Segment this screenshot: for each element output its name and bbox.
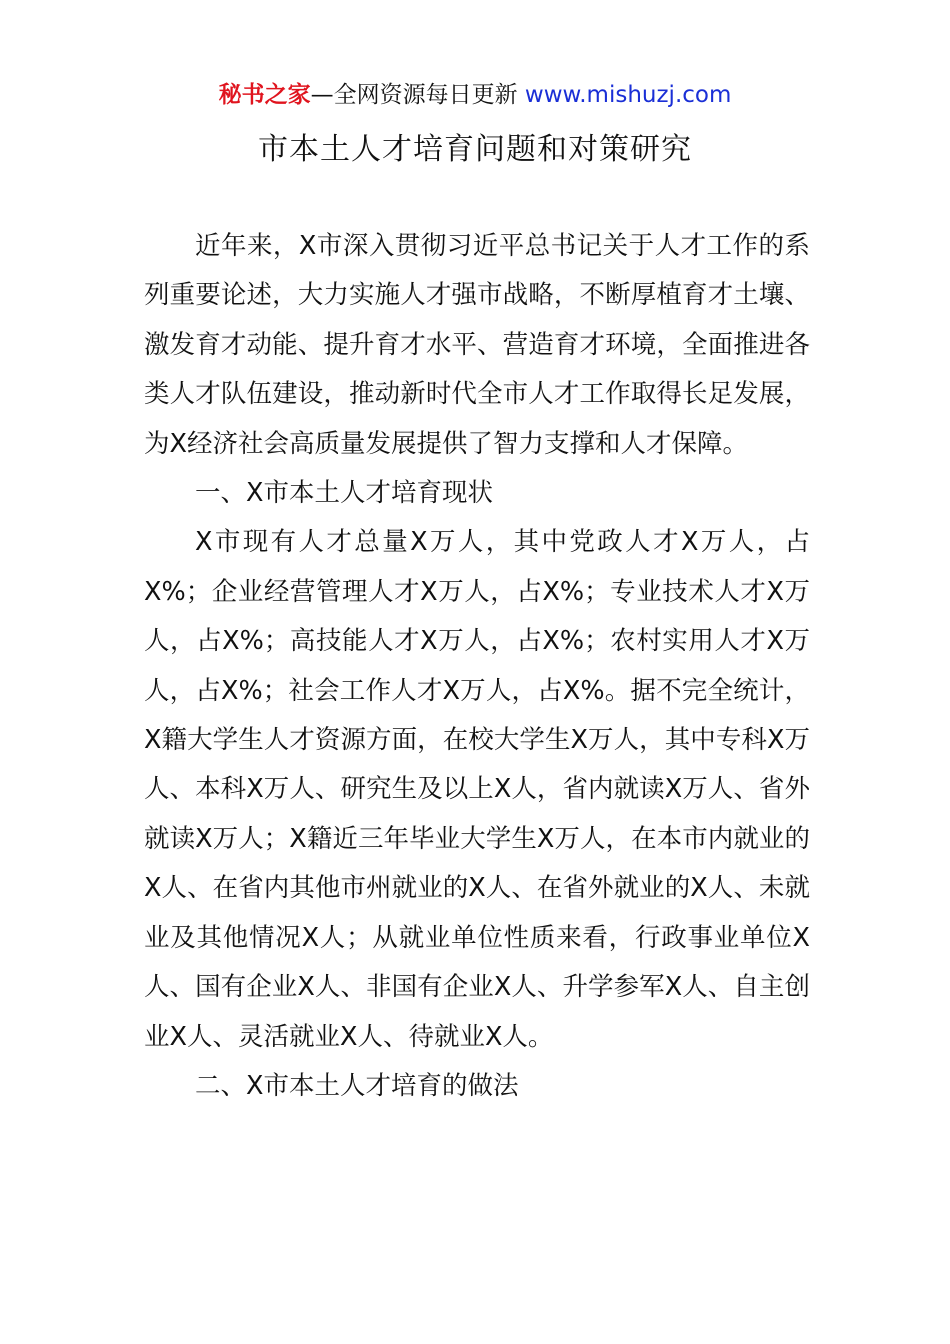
document-title: 市本土人才培育问题和对策研究 (258, 132, 692, 167)
section-heading-2: 二、X市本土人才培育的做法 (195, 1070, 519, 1101)
header-tagline: —全网资源每日更新 (310, 82, 525, 108)
site-header (0, 78, 950, 112)
section-heading-1: 一、X市本土人才培育现状 (195, 478, 493, 509)
site-url-link[interactable]: www.mishuzj.com (524, 82, 732, 108)
intro-paragraph: 近年来，X市深入贯彻习近平总书记关于人才工作的系列重要论述，大力实施人才强市战略，不断厚植育才土壤、激发育才动能、提升育才水平、营造育才环境，全面推进各类人才队伍建设，推动新时代全市人才工作取得长足发展，为X经济社会高质量发展提供了智力支撑和人才保障。 (144, 231, 810, 459)
brand-name: 秘书之家 (218, 82, 311, 108)
status-paragraph: X市现有人才总量X万人，其中党政人才X万人，占X%；企业经营管理人才X万人，占X%；专业技术人才X万人，占X%；高技能人才X万人，占X%；农村实用人才X万人，占X%；社会工作人才X万人，占X%。据不完全统计，X籍大学生人才资源方面，在校大学生X万人，其中专科X万人、本科X万人、研究生及以上X人，省内就读X万人、省外就读X万人；X籍近三年毕业大学生X万人，在本市内就业的X人、在省内其他市州就业的X人、在省外就业的X人、未就业及其他情况X人；从就业单位性质来看，行政事业单位X人、国有企业X人、非国有企业X人、升学参军X人、自主创业X人、灵活就业X人、待就业X人。 (144, 527, 810, 1052)
document-body (144, 222, 810, 1111)
